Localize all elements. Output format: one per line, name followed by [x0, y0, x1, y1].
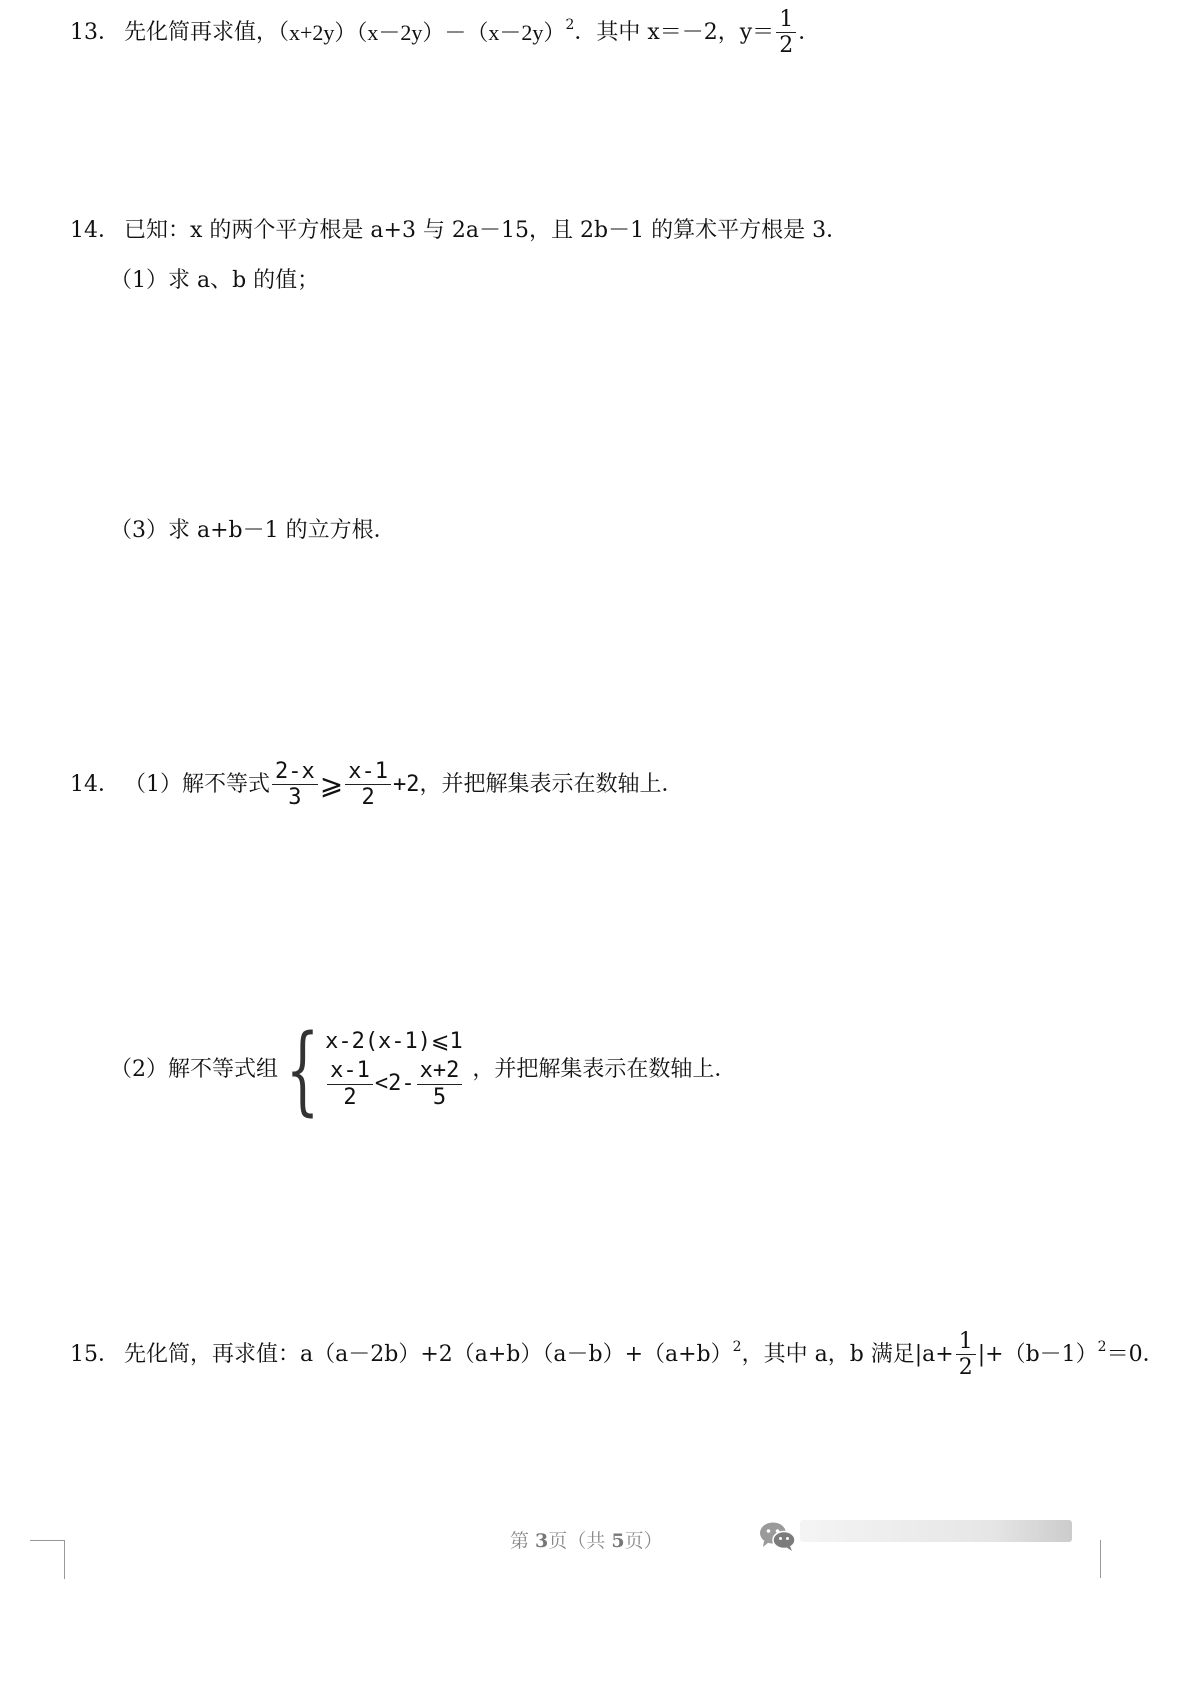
numerator: 1: [956, 1330, 976, 1355]
fraction: [272, 760, 318, 809]
question-number: 14．: [70, 218, 120, 243]
exponent: 2: [1097, 1338, 1107, 1355]
question-text: 先化简再求值，（: [124, 19, 290, 45]
question-15: [70, 1330, 1165, 1379]
page-corner-mark: [30, 1540, 65, 1579]
question-text: ．其中 x＝－2，y＝: [574, 19, 775, 45]
inequality-row-2: [325, 1059, 464, 1108]
denominator: 3: [288, 785, 302, 811]
denominator: 2: [343, 1084, 357, 1110]
inequality-row-1: x-2(x-1)⩽1: [325, 1029, 463, 1055]
page-number: [510, 1526, 663, 1553]
numerator: x+2: [417, 1059, 463, 1084]
left-brace: {: [285, 1014, 320, 1126]
exponent: 2: [565, 16, 575, 33]
fraction: [345, 760, 391, 809]
question-number: 13．: [70, 19, 120, 45]
question-14-inequality: [70, 760, 683, 809]
question-14-roots: [70, 220, 848, 242]
question-text: |+（b－1）: [977, 1341, 1098, 1367]
exponent: 2: [732, 1338, 742, 1355]
punctuation: ．: [798, 19, 821, 45]
fraction: [776, 8, 796, 57]
denominator: 2: [958, 1355, 973, 1381]
fraction: [417, 1059, 463, 1108]
question-text: ，并把解集表示在数轴上．: [472, 1057, 737, 1082]
question-text: 先化简，再求值：a（a－2b）+2（a+b）（a－b）+（a+b）: [124, 1341, 733, 1367]
numerator: 1: [776, 8, 796, 33]
plus-two: +2: [392, 771, 420, 797]
wechat-icon: [758, 1520, 798, 1552]
less-than-two-minus: <2-: [374, 1071, 415, 1096]
question-14-part-3: （3）求 a+b－1 的立方根．: [110, 518, 396, 543]
page-number-middle: 页（共: [548, 1530, 612, 1552]
page-number-prefix: 第: [510, 1530, 536, 1552]
question-text: （1）解不等式: [124, 771, 270, 797]
question-text: ＝0．: [1106, 1341, 1165, 1367]
question-text: ，其中 a，b 满足|a+: [741, 1341, 954, 1367]
page-number-suffix: 页）: [624, 1530, 663, 1552]
fraction: [327, 1059, 373, 1108]
question-number: 14．: [70, 771, 120, 797]
numerator: x-1: [345, 760, 391, 785]
total-pages: 5: [611, 1530, 625, 1552]
current-page: 3: [535, 1530, 549, 1552]
question-13: [70, 8, 820, 57]
question-number: 15．: [70, 1341, 120, 1367]
denominator: 5: [432, 1084, 447, 1110]
denominator: 2: [361, 785, 375, 811]
fraction: [956, 1330, 976, 1379]
numerator: 2-x: [272, 760, 318, 785]
question-text: ，并把解集表示在数轴上．: [419, 771, 684, 797]
question-text: （2）解不等式组: [110, 1057, 278, 1082]
numerator: x-1: [327, 1059, 373, 1084]
denominator: 2: [779, 33, 794, 59]
question-14-system: [110, 1014, 737, 1126]
expression: x+2y）（x－2y）－（x－2y）: [289, 19, 566, 45]
question-text: 已知：x 的两个平方根是 a+3 与 2a－15，且 2b－1 的算术平方根是 3．: [124, 218, 849, 243]
question-14-part-1: （1）求 a、b 的值；: [110, 268, 320, 293]
geq-symbol: ⩾: [319, 767, 344, 801]
inequality-system: [325, 1031, 464, 1108]
page-corner-mark: [1100, 1540, 1101, 1578]
watermark-bar: [800, 1520, 1072, 1542]
